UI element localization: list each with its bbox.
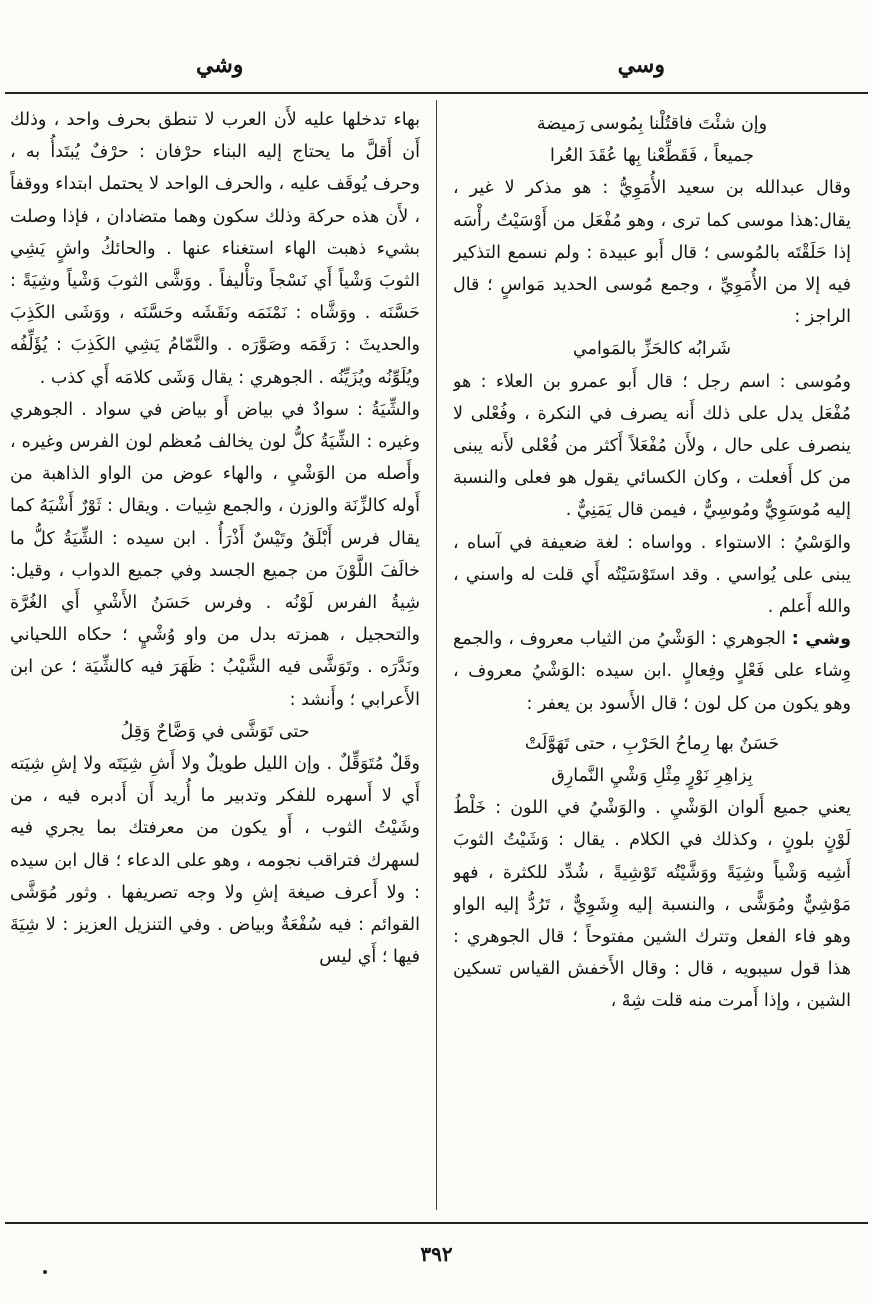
verse-line: جميعاً ، فَقَطِّعْنا بِها عُقَدَ العُرا [550,146,754,167]
paragraph: بهاء تدخلها عليه لأَن العرب لا تنطق بحرف واحد ، وذلك أَن أَقلَّ ما يحتاج إليه البناء حرْفان : حرْفٌ يُبتَدأُ به ، وحرف يُوقَف عليه ، والحرف الواحد لا يحتمل ابتداء ووقفاً ، لأَن هذه حركة وذلك سكون وهما متضادان ، فإذا وصلت بشيء ذهبت الهاء استغناء عنها . والحائكُ واشٍ يَشِي الثوبَ وَشْياً أَي نَسْجاً وتأْليفاً . ووَشَّى الثوبَ وَشْياً وشِيَةً : حَسَّنَه . ووَشَّاه : نَمْنَمَه ونَقَشَه وحَسَّنَه ، ووَشَى الكَذِبَ والحديثَ : رَقَمَه وصَوَّرَه . والنَّمّامُ يَشِي الكَذِبَ : يُؤَلِّفُه ويُلَوِّنُه ويُزَيِّنُه . الجوهري : يقال وَشَى كلامَه أَي كذب . [10,110,420,388]
footer-rule [5,1222,868,1224]
page-number: ٣٩٢ [420,1242,453,1266]
right-column [453,104,851,1214]
paragraph: وقال عبدالله بن سعيد الأُمَوِيُّ : هو مذكر لا غير ، يقال:هذا موسى كما ترى ، وهو مُفْعَل من أَوْسَيْتُ رأْسَه إذا حَلَقْتَه بالمُوسى ؛ قال أَبو عبيدة : ولم نسمع التذكير فيه إلا من الأُمَوِيِّ ، وجمع مُوسى الحديد مَواسٍ ؛ قال الراجز : [453,178,851,328]
header-rule [5,92,868,94]
paragraph: والشِّيَةُ : سوادٌ في بياض أَو بياض في سواد . الجوهري وغيره : الشِّيَةُ كلُّ لون يخالف مُعظم لون الفرس وغيره ، وأَصله من الوَشْيِ ، والهاء عوض من الواو الذاهبة من أَوله كالزِّنَة والوزن ، والجمع شِيات . ويقال : ثَوْرٌ أَشْيَهُ كما يقال فرس أَبْلَقُ وتَيْسٌ أَذْرَأُ . ابن سيده : الشِّيَةُ كلُّ ما خالَفَ اللَّوْنَ من جميع الجسد وفي جميع الدواب ، وقيل: شِيةُ الفرس لَوْنُه . وفرس حَسَنُ الأَشْيِ أَي الغُرَّة والتحجيل ، همزته بدل من واو وُشْيٍ ؛ حكاه اللحياني ونَدَّرَه . وتَوَشَّى فيه الشَّيْبُ : ظَهَرَ فيه كالشِّيَة ؛ عن ابن الأَعرابي ؛ وأَنشد : [10,399,420,710]
verse-line: وإن شئْتَ فاقتُلْنا بِمُوسى رَميضة [536,114,768,134]
paragraph: يعني جميع أَلوان الوَشْيِ . والوَشْيُ في اللون : خَلْطُ لَوْنٍ بلونٍ ، وكذلك في الكلام . يقال : وَشَيْتُ الثوبَ أَشِيه وَشْياً وشِيَةً ووَشَّيْتُه تَوْشِيةً ، شُدِّد للكثرة ، فهو مَوْشِيٌّ ومُوَشًّى ، والنسبة إليه وِشَوِيٌّ ، تَرُدُّ إليه الواو وهو فاء الفعل وتترك الشين مفتوحاً ؛ قال الجوهري : هذا قول سيبويه ، قال : وقال الأَخفش القياس تسكين الشين ، وإذا أَمرت منه قلت شِهْ ، [453,798,851,1012]
verse-line: حَسَنٌ بها رِماحُ الحَرْبِ ، حتى تَهَوَّلَتْ [524,733,780,754]
paragraph: والوَسْيُ : الاستواء . وواساه : لغة ضعيفة في آساه ، يبنى على يُواسي . وقد استَوْسَيْتُه أَي قلت له واسني ، والله أَعلم . [453,532,851,618]
paragraph: وقَلٌ مُتَوَقِّلٌ . وإن الليل طويلٌ ولا أَشِ شِيَتَه ولا إشِ شِيَته أَي لا أَسهره للفكر وتدبير ما أُريد أَن أَدبره فيه ، من وشَيْتُ الثوب ، أَو يكون من معرفتك بما يجري فيه لسهرك فتراقب نجومه ، وهو على الدعاء ؛ قال ابن سيده : ولا أَعرف صيغة إشِ ولا وجه تصريفها . وثور مُوَشَّى القوائم : فيه سُفْعَةٌ وبياض . وفي التنزيل العزيز : لا شِيَةَ فيها ؛ أَي ليس [10,754,420,968]
entry-paragraph [453,623,851,720]
ink-dot [43,1270,47,1274]
entry-text: الجوهري : الوَشْيُ من الثياب معروف ، والجمع وِشاء على فَعْلٍ وفِعالٍ .ابن سيده :الوَشْيُ معروف ، وهو يكون من كل لون ؛ قال الأَسود بن يعفر : [453,629,851,714]
running-head-left: وشي [196,52,244,78]
paragraph: ومُوسى : اسم رجل ؛ قال أَبو عمرو بن العلاء : هو مُفْعَل يدل على ذلك أَنه يصرف في النكرة ، وفُعْلى لا ينصرف على حال ، ولأَن مُفْعَلاً أَكثر من فُعْلى لأَنه يبنى من كل أَفعلت ، وكان الكسائي يقول هو فعلى والنسبة إليه مُوسَوِيٌّ ومُوسِيٌّ ، فيمن قال يَمَنِيٌّ . [453,371,851,521]
running-head-right: وسي [617,52,665,78]
spacer [453,720,851,728]
verse-line: شَرابُه كالحَزِّ بالمَوامي [572,339,732,360]
column-divider [436,100,437,1210]
entry-headword: وشي : [791,629,851,650]
left-column [10,104,420,1214]
verse-line: حتى تَوَشَّى في وَضَّاحٌ وَقِلُ [120,721,310,742]
verse-line: بِزاهِرِ نَوْرٍ مِثْلِ وَشْيِ النَّمارِق [551,766,753,787]
